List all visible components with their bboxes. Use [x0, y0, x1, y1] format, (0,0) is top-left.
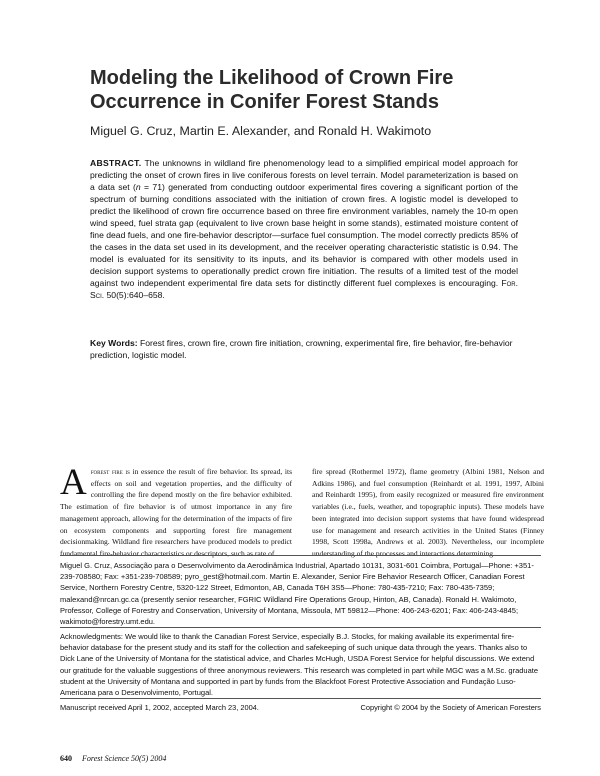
acknowledgments-divider — [60, 627, 541, 628]
drop-cap: A — [60, 462, 87, 503]
abstract-text-part-2: = 71) generated from conducting outdoor experimental fires covering a significant portion of the spectrum of burning conditions associated with the initiation of crown fires. A logistic model is developed to predict the likelihood of crown fire occurrence based on three fire environment variables, namely the 10-m open wind speed, fuel strata gap (equivalent to live crown base height in some stands), estimated moisture content of fine dead fuels, and one fire-behavior descriptor—surface fuel consumption. The model correctly predicts 85% of the cases in the data set used in its development, and the receiver operating characteristic statistic is 0.94. The model is evaluated for its sensitivity to its inputs, and its behavior is compared with other models used in decision support systems to operationally predict crown fire initiation. The results of a limited test of the model against two independent experimental fire data sets for distinctly different fuel complexes is encouraging. — [90, 182, 518, 288]
body-column-right — [312, 466, 544, 558]
abstract — [90, 157, 518, 301]
abstract-label: ABSTRACT. — [90, 158, 142, 168]
acknowledgments: Acknowledgments: We would like to thank the Canadian Forest Service, especially B.J. Stocks, for making available its experimental fire-behavior database for the present study and its staff for the collection and safekeeping of such unique data through the years. Thanks also to Dick Lane of the University of Montana for the statistical advice, and Charles McHugh, USDA Forest Service for helpful discussions. We extend our gratitude for the valuable suggestions of three anonymous reviewers. This research was completed in part while MGC was a M.Sc. graduate student at the University of Montana and supported in part by funds from the Blackfoot Forest Protective Association and Fundação Luso-Americana para o Desenvolvimento, Portugal. — [60, 632, 539, 698]
keywords-label: Key Words: — [90, 338, 138, 348]
manuscript-divider — [60, 698, 541, 699]
page-number: 640 — [60, 754, 72, 763]
page-footer — [60, 754, 166, 763]
author-affiliations: Miguel G. Cruz, Associação para o Desenvolvimento da Aerodinâmica Industrial, Apartado 10131, 3031-601 Coimbra, Portugal—Phone: +351-239-708580; Fax: +351-239-708589; pyro_gest@hotmail.com. Martin E. Alexander, Senior Fire Behavior Research Officer, Canadian Forest Service, Northern Forestry Centre, 5320-122 Street, Edmonton, AB, Canada T6H 3S5—Phone: 780-435-7210; Fax: 780-435-7359; malexand@nrcan.gc.ca (presently senior researcher, FGRIC Wildland Fire Operations Group, Hinton, AB, Canada). Ronald H. Wakimoto, Professor, College of Forestry and Conservation, University of Montana, Missoula, MT 59812—Phone: 406-243-6201; Fax: 406-243-4845; wakimoto@forestry.umt.edu. — [60, 561, 534, 627]
journal-name: Forest Science 50(5) 2004 — [82, 754, 167, 763]
lead-in: forest fire is — [90, 467, 130, 476]
manuscript-dates: Manuscript received April 1, 2002, accepted March 23, 2004. — [60, 703, 259, 712]
body-right-text: fire spread (Rothermel 1972), flame geometry (Albini 1981, Nelson and Adkins 1986), and fuel consumption (Reinhardt et al. 1991, 1997, Albini and Reinhardt 1995), from easily recognized or measured fire environment variables (i.e., fuels, weather, and topographic inputs). These models have been integrated into decision support systems that have found widespread use for management and research activities in the United States (Finney 1998, Scott 1998a, Andrews et al. 2003). Nevertheless, our incomplete understanding of the processes and interactions determining — [312, 467, 544, 558]
authors: Miguel G. Cruz, Martin E. Alexander, and Ronald H. Wakimoto — [90, 124, 432, 138]
paper-title: Modeling the Likelihood of Crown Fire Occurrence in Conifer Forest Stands — [90, 67, 454, 113]
keywords-text: Forest fires, crown fire, crown fire initiation, crowning, experimental fire, fire behavior, fire-behavior prediction, logistic model. — [90, 338, 513, 360]
keywords — [90, 337, 518, 361]
abstract-citation: For. Sci. 50(5):640–658. — [90, 278, 518, 300]
body-column-left — [60, 462, 293, 558]
abstract-text-part-1: The unknowns in wildland fire phenomenology lead to a simplified empirical model approach for predicting the onset of crown fires in live coniferous forests on level terrain. Model parameterization is based on a data set ( — [90, 158, 518, 192]
footnote-divider — [60, 555, 541, 556]
abstract-n-variable: n — [135, 182, 141, 192]
body-left-text: in essence the result of fire behavior. Its spread, its effects on soil and vegetation properties, and the difficulty of controlling the fire depend mostly on the fire behavior exhibited. The estimation of fire behavior is of utmost importance in any fire management approach, allowing for the determination of the impacts of fire on ecosystem components and supporting forest fire management decisionmaking. Wildland fire researchers have produced models to predict fundamental fire-behavior characteristics or descriptors, such as rate of — [60, 467, 293, 558]
copyright-notice: Copyright © 2004 by the Society of American Foresters — [360, 703, 541, 712]
